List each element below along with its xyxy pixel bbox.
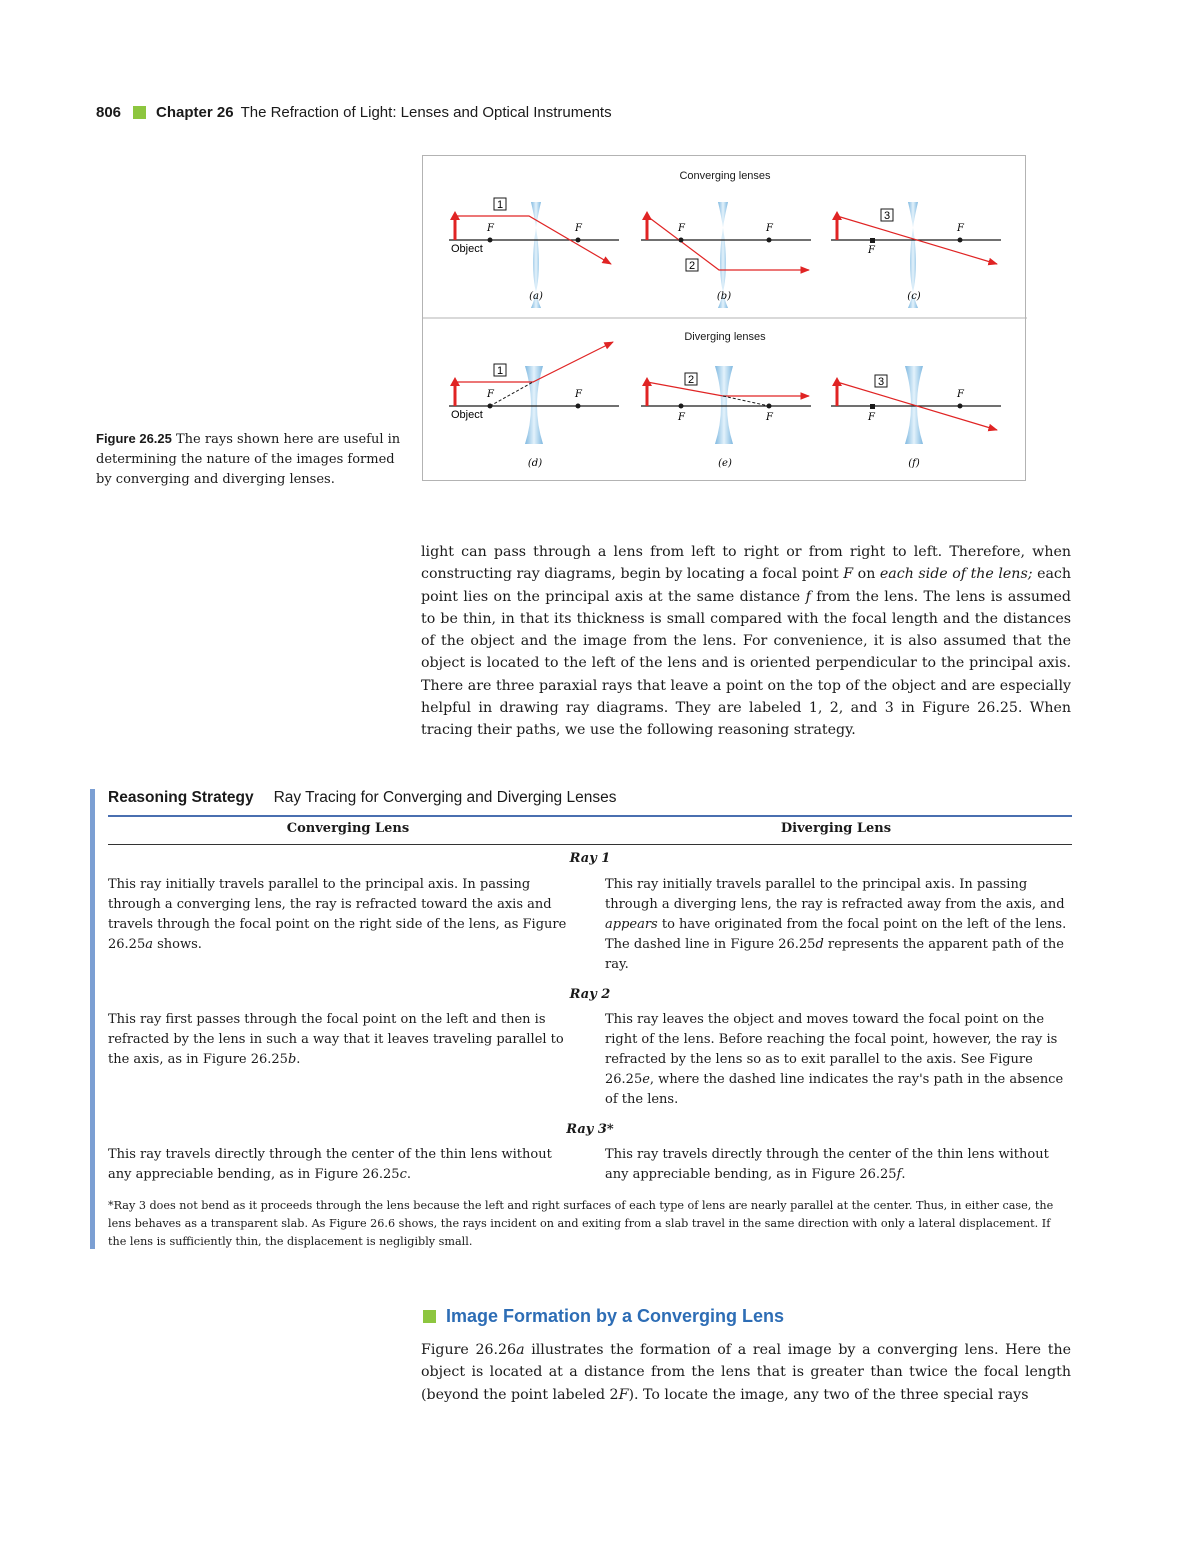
converging-title: Converging lenses	[679, 170, 771, 182]
focal-label: F	[575, 389, 582, 400]
header-rule	[108, 844, 1072, 845]
ray-2-heading: Ray 2	[569, 987, 611, 1002]
focal-label: F	[487, 223, 494, 234]
panel-b	[641, 202, 811, 308]
focal-label: F	[766, 412, 773, 423]
focal-label: F	[575, 223, 582, 234]
focal-label: F	[678, 412, 685, 423]
running-header	[96, 104, 612, 121]
header-square-icon	[133, 106, 146, 119]
panel-e	[641, 366, 811, 469]
ray-3-number: 3	[877, 376, 885, 388]
object-label: Object	[451, 243, 483, 255]
figure-reference: Figure 26.25	[922, 700, 1018, 717]
panel-a	[449, 198, 619, 308]
object-arrow-head	[642, 377, 652, 386]
focal-label: F	[487, 389, 494, 400]
focal-point-right	[958, 238, 963, 243]
panel-d	[449, 342, 619, 469]
chapter-label: Chapter 26	[156, 104, 234, 121]
body-paragraph: light can pass through a lens from left to right or from right to left. Therefore, when constructing ray diagrams, begin by locating a focal point F on each side of the lens; each point lies on the principal axis at the same distance f from the lens. The lens is assumed to be thin, in that its thickness is small compared with the focal length and the distances of the object and the image from the lens. For convenience, it is also assumed that the object is located to the left of the lens and is oriented perpendicular to the principal axis. There are three paraxial rays that leave a point on the top of the object and are especially helpful in drawing ray diagrams. They are labeled 1, 2, and 3 in Figure 26.25. When tracing their paths, we use the following reasoning strategy.	[421, 544, 1072, 739]
focal-point-right	[767, 404, 772, 409]
strategy-side-bar	[90, 789, 95, 1249]
focal-label: F	[868, 412, 875, 423]
focal-point-right	[576, 404, 581, 409]
ray-1-heading: Ray 1	[569, 851, 611, 866]
focal-point-left	[679, 404, 684, 409]
diverging-lens	[715, 366, 733, 444]
ray-1-number: 1	[496, 199, 504, 211]
diverging-title: Diverging lenses	[684, 331, 766, 343]
panel-c	[831, 202, 1001, 308]
strategy-footnote: *Ray 3 does not bend as it proceeds through the lens because the left and right surfaces of each type of lens are nearly parallel at the center. Thus, in either case, the lens behaves as a transparent slab. As Figure 26.6 shows, the rays incident on and exiting from a slab travel in the same direction with only a lateral displacement. If the lens is sufficiently thin, the displacement is negligibly small.	[108, 1199, 1054, 1248]
ray-2-path	[647, 216, 809, 270]
section-title: Image Formation by a Converging Lens	[446, 1306, 785, 1326]
object-label: Object	[451, 409, 483, 421]
panel-b-label: (b)	[716, 291, 732, 302]
strategy-title: Reasoning Strategy Ray Tracing for Converging and Diverging Lenses	[108, 789, 1072, 817]
panel-f-label: (f)	[908, 458, 920, 469]
focal-label: F	[766, 223, 773, 234]
figure-caption	[96, 429, 406, 490]
converging-ray-3-text: This ray travels directly through the center of the thin lens without any appreciable bending, as in Figure 26.25c.	[108, 1147, 552, 1182]
focal-point-left	[870, 238, 875, 243]
panel-f	[831, 366, 1001, 469]
panel-e-label: (e)	[718, 458, 732, 469]
reasoning-strategy-box	[90, 789, 1072, 1249]
diverging-ray-3-text: This ray travels directly through the center of the thin lens without any appreciable bending, as in Figure 26.25f.	[605, 1147, 1049, 1182]
focal-point-left	[488, 238, 493, 243]
object-arrow-head	[832, 377, 842, 386]
diverging-ray-1-text: This ray initially travels parallel to the principal axis. In passing through a diverging lens, the ray is refracted away from the axis, and appears to have originated from the focal point on the left of the lens. The dashed line in Figure 26.25d represents the apparent path of the ray.	[605, 877, 1067, 972]
figure-26-25	[422, 155, 1026, 481]
object-arrow-head	[832, 211, 842, 220]
caption-label: Figure 26.25	[96, 431, 172, 446]
body-paragraph: Figure 26.26a illustrates the formation of a real image by a converging lens. Here the object is located at a distance from the lens that is greater than twice the focal length (beyond the point labeled 2F). To locate the image, any two of the three special rays	[421, 1342, 1071, 1403]
figure-reference: Figure 26.26	[421, 1342, 517, 1358]
section-heading	[423, 1306, 784, 1327]
apparent-path-dashed	[723, 396, 769, 406]
focal-point-left	[679, 238, 684, 243]
column-header-diverging: Diverging Lens	[780, 821, 892, 836]
caption-text: The rays shown here are useful in determining the nature of the images formed by converging and diverging lenses.	[96, 432, 401, 487]
ray-2-number: 2	[688, 260, 696, 272]
apparent-path-dashed	[490, 382, 533, 406]
panel-d-label: (d)	[527, 458, 543, 469]
ray-1-number: 1	[496, 365, 504, 377]
focal-point-right	[576, 238, 581, 243]
focal-label: F	[678, 223, 685, 234]
page-number: 806	[96, 104, 122, 121]
focal-point-right	[767, 238, 772, 243]
converging-ray-2-text: This ray first passes through the focal point on the left and then is refracted by the lens in such a way that it leaves traveling parallel to the axis, as in Figure 26.25b.	[108, 1012, 564, 1067]
focal-point-left	[870, 404, 875, 409]
focal-label: F	[957, 389, 964, 400]
focal-point-right	[958, 404, 963, 409]
converging-ray-1-text: This ray initially travels parallel to the principal axis. In passing through a converging lens, the ray is refracted toward the axis and travels through the focal point on the right side of the lens, as Figure 26.25a shows.	[108, 877, 567, 952]
panel-c-label: (c)	[907, 291, 921, 302]
ray-3-number: 3	[883, 210, 891, 222]
chapter-title: The Refraction of Light: Lenses and Optical Instruments	[240, 104, 612, 121]
diverging-ray-2-text: This ray leaves the object and moves toward the focal point on the right of the lens. Before reaching the focal point, however, the ray is refracted by the lens so as to exit parallel to the axis. See Figure 26.25e, where the dashed line indicates the ray's path in the absence of the lens.	[605, 1012, 1064, 1107]
focal-label: F	[868, 245, 875, 256]
section-square-icon	[423, 1310, 436, 1323]
panel-a-label: (a)	[529, 291, 543, 302]
ray-3-heading: Ray 3*	[566, 1122, 614, 1137]
ray-2-number: 2	[687, 374, 695, 386]
column-header-converging: Converging Lens	[286, 821, 410, 836]
ray-diagram-svg	[423, 156, 1027, 482]
focal-label: F	[957, 223, 964, 234]
focal-point-left	[488, 404, 493, 409]
